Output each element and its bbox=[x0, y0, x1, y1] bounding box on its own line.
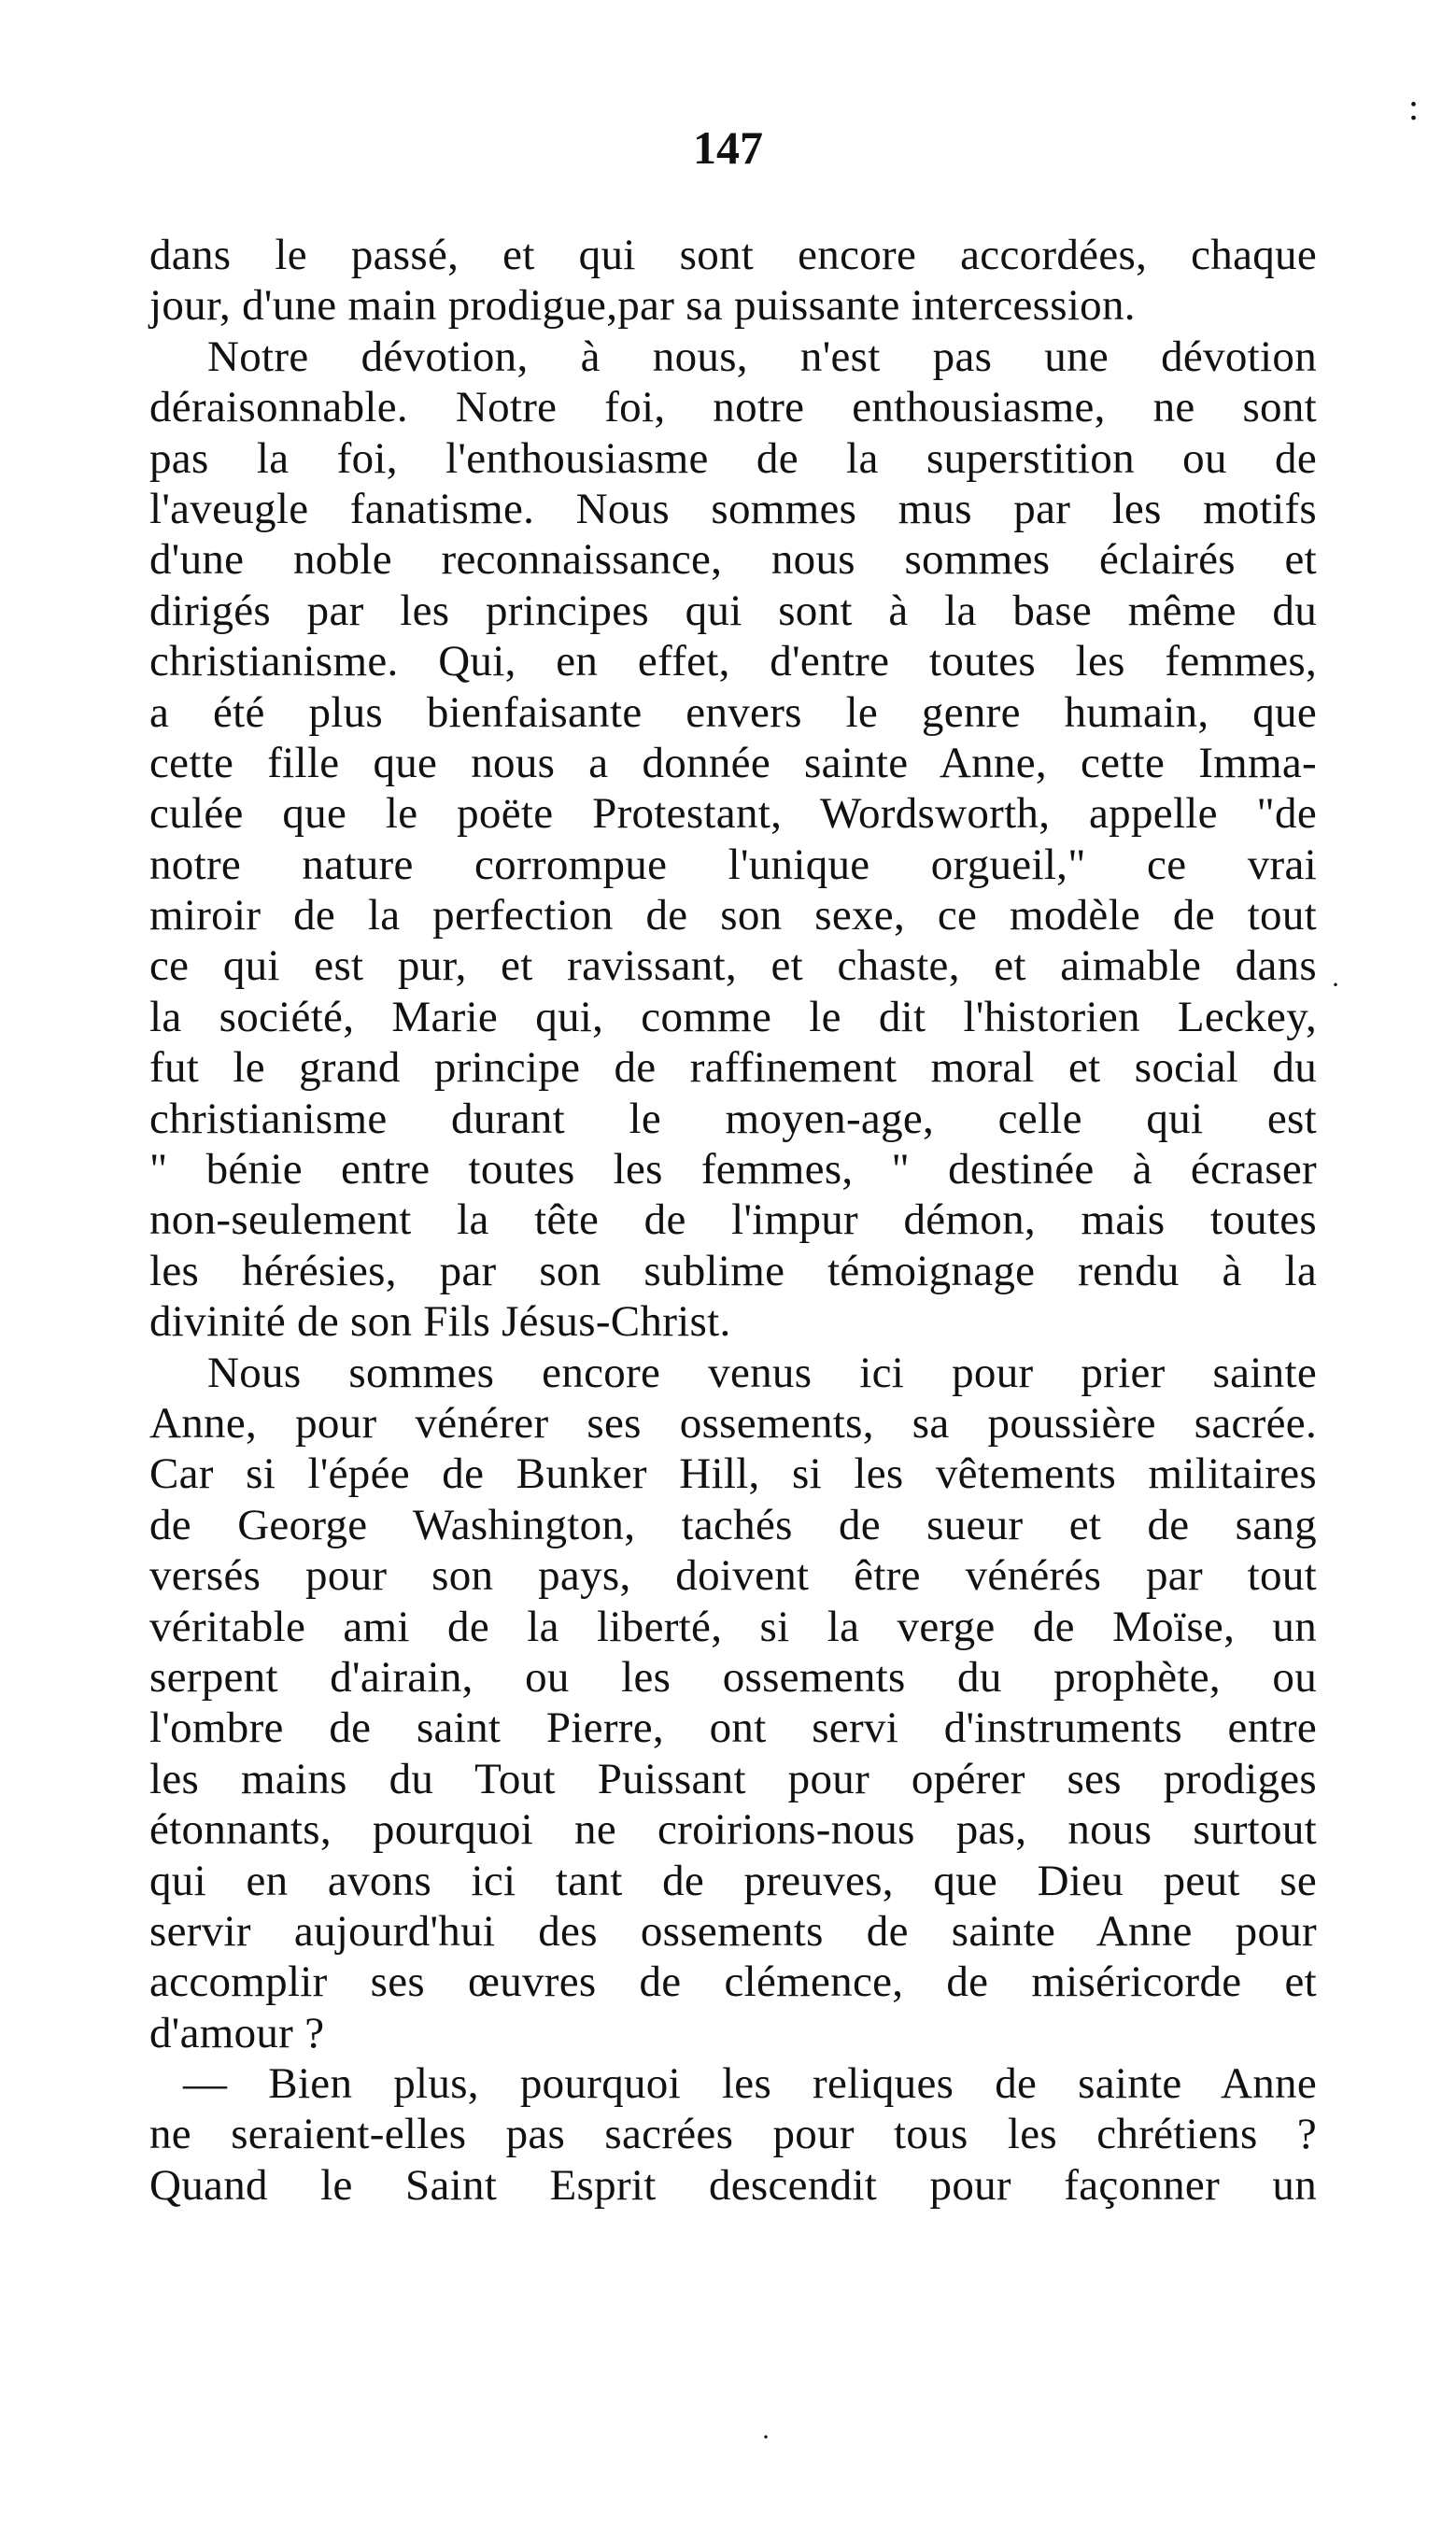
page-number: 147 bbox=[693, 121, 763, 174]
text-line: les hérésies, par son sublime témoignage rendu à la bbox=[149, 1246, 1317, 1295]
text-line: accomplir ses œuvres de clémence, de miséricorde et bbox=[149, 1958, 1317, 2007]
text-line: étonnants, pourquoi ne croirions-nous pas, nous surtout bbox=[149, 1805, 1317, 1855]
text-line: pas la foi, l'enthousiasme de la superstition ou de bbox=[149, 433, 1317, 483]
text-line: christianisme durant le moyen-age, celle qui est bbox=[149, 1094, 1317, 1143]
text-line: fut le grand principe de raffinement moral et social du bbox=[149, 1043, 1317, 1093]
text-line: de George Washington, tachés de sueur et de sang bbox=[149, 1500, 1317, 1549]
text-line: Nous sommes encore venus ici pour prier sainte bbox=[207, 1348, 1317, 1397]
margin-mark-top: : bbox=[1408, 86, 1420, 128]
text-line: culée que le poëte Protestant, Wordsworth, appelle "de bbox=[149, 789, 1317, 839]
margin-mark-middle: · bbox=[1331, 969, 1340, 1000]
text-line: christianisme. Qui, en effet, d'entre toutes les femmes, bbox=[149, 637, 1317, 686]
text-line: serpent d'airain, ou les ossements du prophète, ou bbox=[149, 1652, 1317, 1702]
text-line: versés pour son pays, doivent être vénérés par tout bbox=[149, 1551, 1317, 1601]
text-line: les mains du Tout Puissant pour opérer ses prodiges bbox=[149, 1754, 1317, 1803]
text-line: la société, Marie qui, comme le dit l'historien Leckey, bbox=[149, 992, 1317, 1041]
text-line: notre nature corrompue l'unique orgueil," ce vrai bbox=[149, 840, 1317, 889]
text-line: Car si l'épée de Bunker Hill, si les vêtements militaires bbox=[149, 1449, 1317, 1499]
text-line: d'une noble reconnaissance, nous sommes éclairés et bbox=[149, 535, 1317, 585]
text-line: " bénie entre toutes les femmes, " destinée à écraser bbox=[149, 1145, 1317, 1194]
text-line: — Bien plus, pourquoi les reliques de sainte Anne bbox=[183, 2059, 1317, 2109]
text-line: dirigés par les principes qui sont à la base même du bbox=[149, 586, 1317, 635]
text-line: non-seulement la tête de l'impur démon, mais toutes bbox=[149, 1195, 1317, 1245]
text-line: dans le passé, et qui sont encore accordées, chaque bbox=[149, 231, 1317, 279]
text-line: servir aujourd'hui des ossements de sainte Anne pour bbox=[149, 1906, 1317, 1956]
text-line: jour, d'une main prodigue,par sa puissante intercession. bbox=[149, 281, 1136, 331]
text-line: Notre dévotion, à nous, n'est pas une dévotion bbox=[207, 332, 1317, 381]
text-line: d'amour ? bbox=[149, 2008, 325, 2057]
text-line: Anne, pour vénérer ses ossements, sa poussière sacrée. bbox=[149, 1398, 1317, 1448]
text-line: miroir de la perfection de son sexe, ce modèle de tout bbox=[149, 891, 1317, 940]
text-line: l'aveugle fanatisme. Nous sommes mus par les motifs bbox=[149, 484, 1317, 533]
text-line: véritable ami de la liberté, si la verge de Moïse, un bbox=[149, 1602, 1317, 1651]
text-line: ne seraient-elles pas sacrées pour tous les chrétiens ? bbox=[149, 2110, 1317, 2159]
text-line: l'ombre de saint Pierre, ont servi d'instruments entre bbox=[149, 1703, 1317, 1753]
text-line: ce qui est pur, et ravissant, et chaste, et aimable dans bbox=[149, 941, 1317, 991]
text-line: qui en avons ici tant de preuves, que Dieu peut se bbox=[149, 1856, 1317, 1905]
text-line: déraisonnable. Notre foi, notre enthousiasme, ne sont bbox=[149, 383, 1317, 432]
text-line: a été plus bienfaisante envers le genre humain, que bbox=[149, 687, 1317, 737]
text-line: divinité de son Fils Jésus-Christ. bbox=[149, 1297, 731, 1347]
text-line: cette fille que nous a donnée sainte Anne, cette Imma- bbox=[149, 738, 1317, 787]
text-line: Quand le Saint Esprit descendit pour façonner un bbox=[149, 2160, 1317, 2210]
margin-mark-bottom: · bbox=[761, 2422, 770, 2452]
body-text bbox=[149, 230, 1317, 2211]
